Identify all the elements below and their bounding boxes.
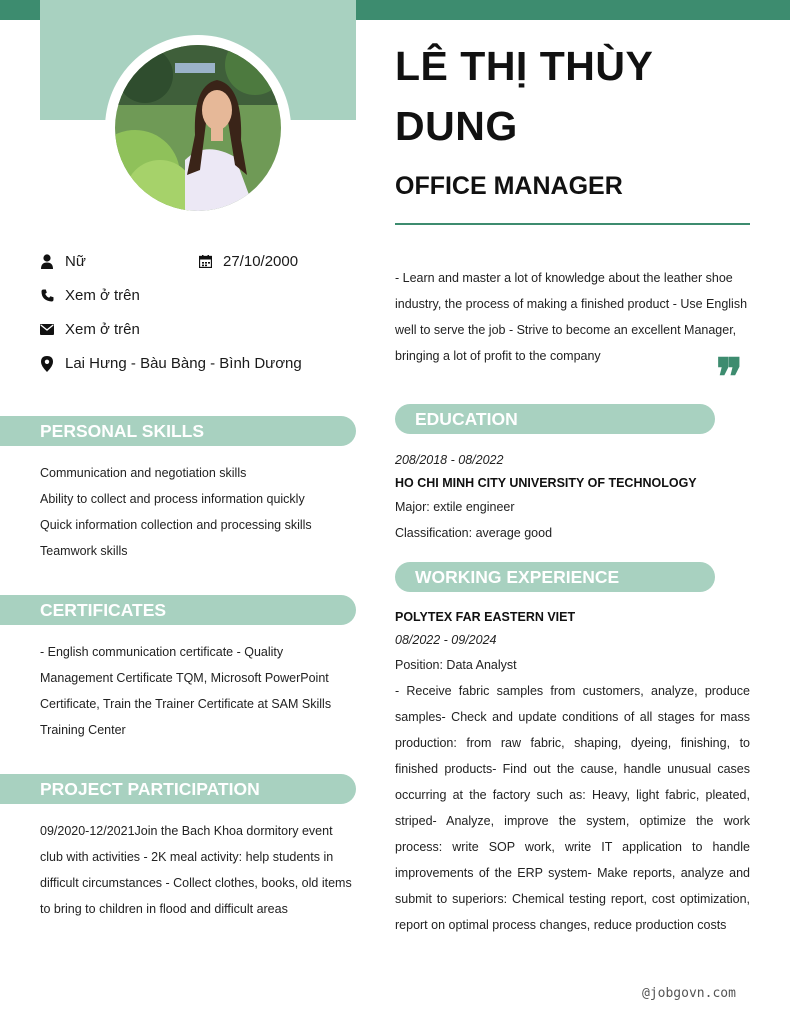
quote-icon: ❞ xyxy=(716,347,743,406)
projects-heading: PROJECT PARTICIPATION xyxy=(0,774,356,804)
education-major: Major: extile engineer xyxy=(395,500,515,514)
certificates-text: - English communication certificate - Quality Management Certificate TQM, Microsoft PowerPoint Certificate, Train the Trainer Certificate at SAM Skills Training Center xyxy=(40,645,332,737)
education-heading: EDUCATION xyxy=(395,404,715,434)
phone-row xyxy=(40,287,140,304)
list-item: Ability to collect and process information quickly xyxy=(40,492,305,506)
experience-position: Position: Data Analyst xyxy=(395,658,517,672)
phone-value: Xem ở trên xyxy=(65,287,140,304)
experience-description: - Receive fabric samples from customers, analyze, produce samples- Check and update conditions of all stages for mass production: from raw fabric, shaping, dyeing, finishing, to finished products- Find out the cause, handle unusual cases occurring at the factory such as: Heavy, light fabric, pleated, striped- Analyze, improve the system, optimize the work process: write SOP work, write IT application to handle improvements of the ERP system- Make reports, analyze and submit to superiors: Chemical testing report, cost optimization, report on optimal process changes, reduce production costs xyxy=(395,684,750,932)
career-objective: - Learn and master a lot of knowledge about the leather shoe industry, the process of making a finished product - Use English well to serve the job - Strive to become an excellent Manager, bringing a lot of profit to the company xyxy=(395,271,748,363)
gender-row xyxy=(40,253,86,270)
birthday-value: 27/10/2000 xyxy=(223,253,299,270)
experience-period: 08/2022 - 09/2024 xyxy=(395,633,497,647)
list-item: Teamwork skills xyxy=(40,544,128,558)
education-section xyxy=(395,448,750,546)
certificates-heading: CERTIFICATES xyxy=(0,595,356,625)
list-item: Quick information collection and processing skills xyxy=(40,518,312,532)
candidate-name: LÊ THỊ THÙY DUNG xyxy=(395,43,653,149)
address-row xyxy=(40,355,302,372)
address-value: Lai Hưng - Bàu Bàng - Bình Dương xyxy=(65,355,302,372)
projects-text: 09/2020-12/2021Join the Bach Khoa dormitory event club with activities - 2K meal activity: help students in difficult circumstances - Collect clothes, books, old items to bring to children in flood and difficult areas xyxy=(40,824,352,916)
personal-skills-list xyxy=(40,460,356,564)
avatar-photo xyxy=(115,45,281,211)
envelope-icon xyxy=(40,322,54,338)
watermark: @jobgovn.com xyxy=(642,986,736,1001)
job-title: OFFICE MANAGER xyxy=(395,172,623,200)
avatar xyxy=(115,45,281,211)
email-value: Xem ở trên xyxy=(65,321,140,338)
phone-icon xyxy=(40,288,54,304)
calendar-icon xyxy=(198,254,212,270)
user-icon xyxy=(40,254,54,270)
experience-section xyxy=(395,606,750,938)
list-item: Communication and negotiation skills xyxy=(40,466,247,480)
birthday-row xyxy=(198,253,298,270)
experience-heading: WORKING EXPERIENCE xyxy=(395,562,715,592)
gender-value: Nữ xyxy=(65,253,86,270)
education-period: 208/2018 - 08/2022 xyxy=(395,453,504,467)
education-classification: Classification: average good xyxy=(395,526,553,540)
email-row xyxy=(40,321,140,338)
experience-company: POLYTEX FAR EASTERN VIET xyxy=(395,610,576,624)
personal-skills-heading: PERSONAL SKILLS xyxy=(0,416,356,446)
title-divider xyxy=(395,223,750,225)
map-pin-icon xyxy=(40,356,54,372)
education-school: HO CHI MINH CITY UNIVERSITY OF TECHNOLOGY xyxy=(395,476,697,490)
